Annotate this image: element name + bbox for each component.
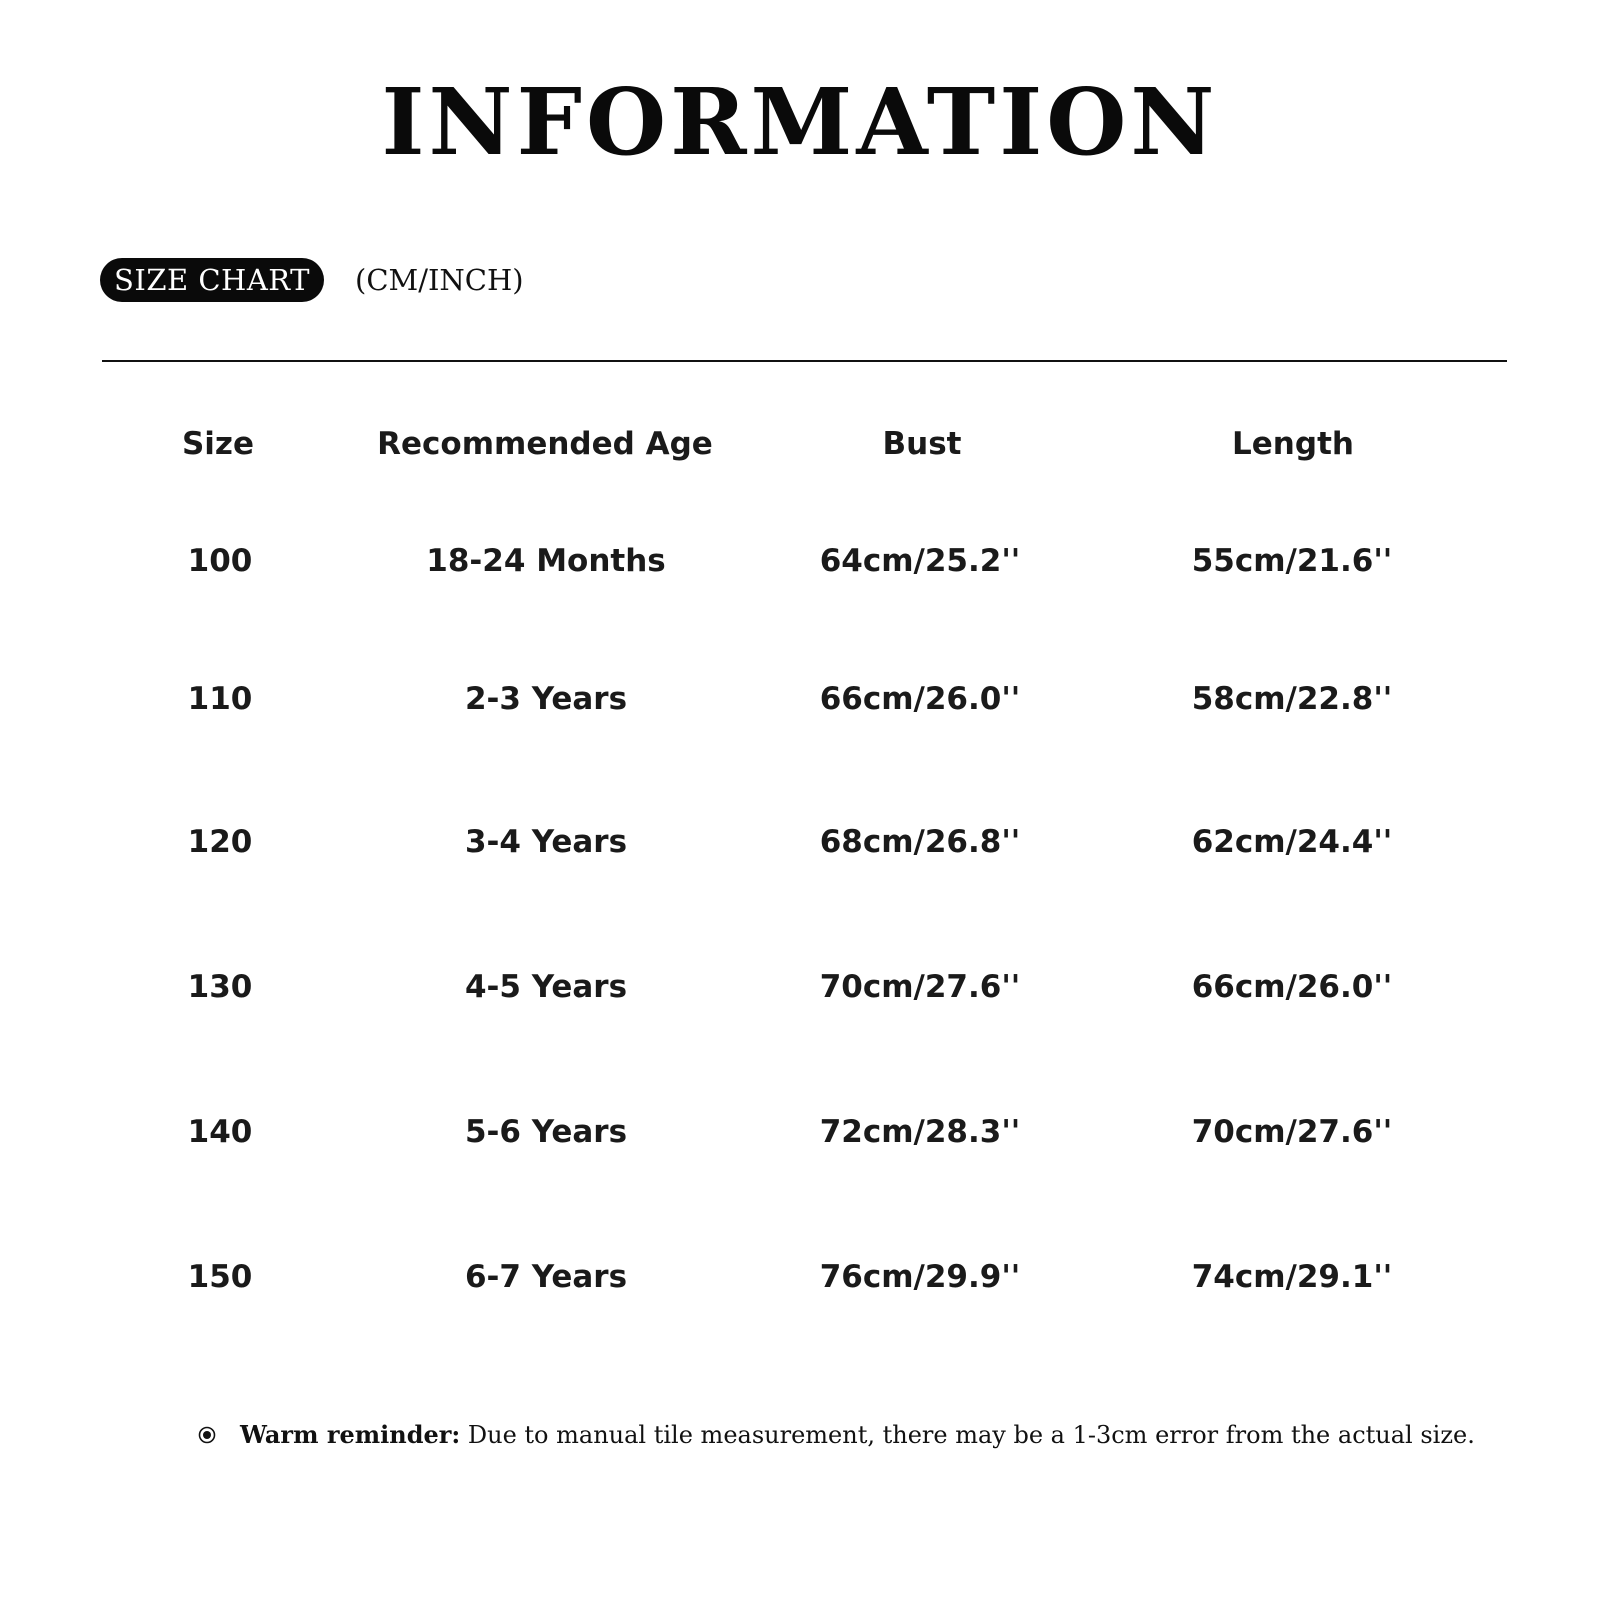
cell-length: 74cm/29.1''	[1191, 1259, 1393, 1295]
cell-bust: 64cm/25.2''	[819, 543, 1021, 579]
header-length: Length	[1232, 426, 1354, 462]
cell-age: 6-7 Years	[464, 1259, 628, 1295]
cell-age: 4-5 Years	[464, 969, 628, 1005]
cell-bust: 68cm/26.8''	[819, 824, 1021, 860]
warm-reminder-text: Due to manual tile measurement, there may be a 1-3cm error from the actual size.	[460, 1421, 1475, 1449]
cell-size: 110	[187, 681, 253, 717]
cell-age: 5-6 Years	[464, 1114, 628, 1150]
radio-dot-icon	[198, 1426, 216, 1444]
cell-age: 2-3 Years	[464, 681, 628, 717]
header-size: Size	[181, 426, 255, 462]
cell-size: 120	[187, 824, 253, 860]
cell-length: 55cm/21.6''	[1191, 543, 1393, 579]
size-chart-badge: SIZE CHART	[100, 258, 324, 302]
cell-size: 140	[187, 1114, 253, 1150]
cell-size: 150	[187, 1259, 253, 1295]
header-recommended-age: Recommended Age	[377, 426, 713, 462]
cell-bust: 72cm/28.3''	[819, 1114, 1021, 1150]
warm-reminder	[240, 1417, 1475, 1453]
divider	[102, 360, 1507, 362]
cell-age: 3-4 Years	[464, 824, 628, 860]
cell-length: 58cm/22.8''	[1191, 681, 1393, 717]
cell-bust: 70cm/27.6''	[819, 969, 1021, 1005]
cell-length: 70cm/27.6''	[1191, 1114, 1393, 1150]
cell-length: 62cm/24.4''	[1191, 824, 1393, 860]
cell-bust: 66cm/26.0''	[819, 681, 1021, 717]
page-title: INFORMATION	[381, 68, 1219, 176]
cell-bust: 76cm/29.9''	[819, 1259, 1021, 1295]
cell-size: 100	[187, 543, 253, 579]
header-bust: Bust	[882, 426, 962, 462]
cell-length: 66cm/26.0''	[1191, 969, 1393, 1005]
cell-size: 130	[187, 969, 253, 1005]
warm-reminder-label: Warm reminder:	[240, 1420, 461, 1449]
cell-age: 18-24 Months	[426, 543, 666, 579]
size-chart-unit: (CM/INCH)	[355, 263, 524, 297]
